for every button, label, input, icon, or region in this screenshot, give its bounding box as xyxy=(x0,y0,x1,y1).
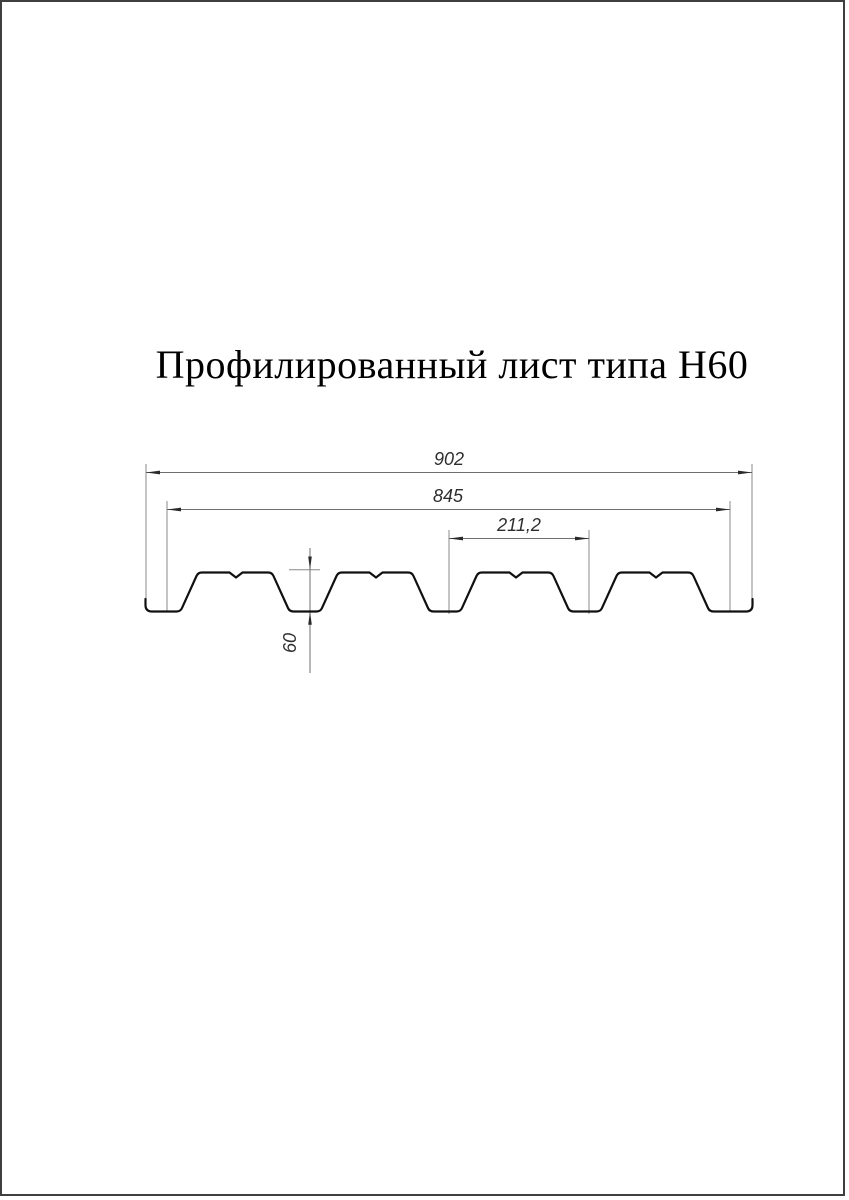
dim-height-arrow-top xyxy=(308,557,312,570)
dim-pitch-arrow-left xyxy=(449,537,463,541)
dim-height-arrow-bottom xyxy=(308,612,312,625)
dim-text-wave-pitch: 211,2 xyxy=(497,515,541,535)
drawing-title: Профилированный лист типа Н60 xyxy=(155,342,749,387)
dim-845-arrow-left xyxy=(167,508,181,512)
profile-cross-section-drawing xyxy=(2,2,845,1196)
dim-text-overall-width: 902 xyxy=(433,449,465,469)
dim-902-arrow-left xyxy=(146,471,160,475)
dim-pitch-arrow-right xyxy=(575,537,589,541)
dim-845-arrow-right xyxy=(716,508,730,512)
dim-text-working-width: 845 xyxy=(432,486,464,506)
dim-text-profile-height: 60 xyxy=(280,632,300,654)
dim-902-arrow-right xyxy=(738,471,752,475)
